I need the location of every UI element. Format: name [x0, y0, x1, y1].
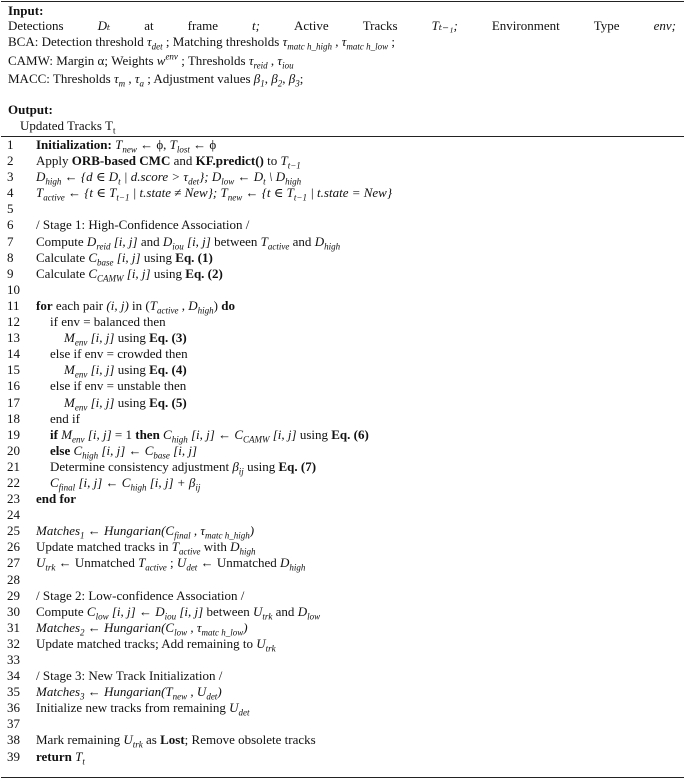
- input-word: Dₜ: [97, 18, 111, 33]
- input-word: t;: [252, 18, 260, 33]
- algo-line: 9 Calculate $C_{CAMW}$ [i, j] using Eq. (2): [7, 265, 223, 284]
- input-word: env;: [653, 18, 676, 33]
- algo-line: 13 $M_{env}$ [i, j] using Eq. (3): [7, 330, 187, 348]
- input-line-3: CAMW: Margin α; Weights $w^{env}$ ; Thresholds $\tau_{reid}$ , $\tau_{iou}$: [8, 51, 294, 71]
- algo-line: 7 Compute $D_{reid}$ [i, j] and $D_{iou}$ [i, j] between $T_{active}$ and $D_{high}$: [7, 233, 341, 252]
- algo-line: 11 for each pair (i, j) in ($T_{active}$ , $D_{high}$) do: [7, 297, 235, 316]
- algo-line: 24: [7, 507, 20, 523]
- algo-line: 30 Compute $C_{low}$ [i, j] ← $D_{iou}$ [i, j] between $U_{trk}$ and $D_{low}$: [7, 603, 321, 622]
- input-word: Type: [593, 18, 620, 33]
- algo-line: 37: [7, 716, 20, 732]
- algo-line: 34 / Stage 3: New Track Initialization /: [7, 668, 223, 684]
- algo-line: 26 Update matched tracks in $T_{active}$ with $D_{high}$: [7, 539, 256, 557]
- algo-line: 31 Matches$_2$ ← $Hungarian(C_{low}$ , $\tau_{matc h\_low}$): [7, 619, 248, 638]
- input-word: frame: [187, 18, 218, 33]
- algo-line: 10: [7, 281, 20, 297]
- input-word: Environment: [491, 18, 560, 33]
- input-line-2: BCA: Detection threshold $\tau_{det}$ ; Matching thresholds $\tau_{matc h\_high}$ , $\tau_{matc h\_low}$ ;: [8, 34, 395, 52]
- output-heading: Output:: [8, 102, 53, 117]
- algo-line: 25 Matches$_1$ ← $Hungarian(C_{final}$ , $\tau_{matc h\_high}$): [7, 523, 255, 541]
- algo-line: 22 $C_{final}$ [i, j] ← $C_{high}$ [i, $j] + \beta_{ij}$: [7, 474, 201, 493]
- algo-line: 20 else $C_{high}$ [i, j] ← $C_{base}$ [i, j]: [7, 442, 198, 461]
- algo-line: 18 end if: [7, 410, 80, 426]
- top-rule: [1, 1, 684, 2]
- algorithm-body: [0, 137, 685, 765]
- input-word: Active: [294, 18, 329, 33]
- input-heading: Input:: [8, 3, 44, 18]
- algo-line: 16 else if env = unstable then: [7, 378, 187, 394]
- algo-line: 14 else if env = crowded then: [7, 346, 188, 362]
- algo-line: 36 Initialize new tracks from remaining $U_{det}$: [7, 700, 250, 718]
- algo-line: 35 Matches$_3$ ← $Hungarian(T_{new}$ , $U_{det}$): [7, 684, 222, 702]
- algo-line: 28: [7, 571, 20, 587]
- output-line-1: Updated Tracks $T_t$: [20, 118, 116, 136]
- algo-line: 1 Initialization: $T_{new}$ ← ϕ, $T_{lost}$ ← ϕ: [7, 137, 217, 155]
- algo-line: 4 $T_{active}$ ← {t ∈ $T_{t-1}$ | t.state ≠ New}; $T_{new}$ ← {t ∈ $T_{t-1}$ | t.state = New}: [7, 185, 393, 203]
- algo-line: 2 Apply ORB-based CMC and KF.predict() to $T_{t-1}$: [7, 153, 301, 171]
- algo-line: 17 $M_{env}$ [i, j] using Eq. (5): [7, 394, 187, 413]
- algo-line: 38 Mark remaining $U_{trk}$ as Lost; Remove obsolete tracks: [7, 732, 316, 751]
- algo-line: 21 Determine consistency adjustment $\beta_{ij}$ using Eq. (7): [7, 458, 317, 477]
- algo-line: 27 $U_{trk}$ ← Unmatched $T_{active}$ ; $U_{det}$ ← Unmatched $D_{high}$: [7, 555, 306, 574]
- bottom-rule: [1, 777, 684, 778]
- input-word: at: [144, 18, 154, 33]
- algo-line: 29 / Stage 2: Low-confidence Association /: [7, 587, 245, 603]
- input-word: Tₜ₋₁;: [431, 18, 458, 33]
- input-word: Detections: [8, 18, 64, 33]
- algo-line: 6 / Stage 1: High-Confidence Association /: [7, 217, 250, 233]
- algo-line: 19 if $M_{env}$ [i, j] = 1 then $C_{high}$ [i, j] ← $C_{CAMW}$ [i, j] using Eq. (6): [7, 426, 369, 445]
- input-line-1: [8, 18, 678, 34]
- algo-line: 5: [7, 201, 14, 217]
- algo-line: 3 $D_{high}$ ← {d ∈ $D_t$ | d.score > $\tau_{det}$}; $D_{low}$ ← $D_t$ \ $D_{high}$: [7, 169, 302, 187]
- algo-line: 8 Calculate $C_{base}$ [i, j] using Eq. (1): [7, 249, 213, 268]
- algo-line: 12 if env = balanced then: [7, 314, 166, 330]
- algo-line: 15 $M_{env}$ [i, j] using Eq. (4): [7, 362, 187, 380]
- algo-line: 23 end for: [7, 491, 77, 507]
- input-word: Tracks: [362, 18, 398, 33]
- algo-line: 33: [7, 652, 20, 667]
- input-line-4: MACC: Thresholds $\tau_m$ , $\tau_a$ ; Adjustment values $\beta_1$, $\beta_2$, $\beta_3$;: [8, 71, 304, 89]
- algo-line: 32 Update matched tracks; Add remaining to $U_{trk}$: [7, 635, 276, 654]
- algo-line: 39 return $T_t$: [7, 748, 85, 767]
